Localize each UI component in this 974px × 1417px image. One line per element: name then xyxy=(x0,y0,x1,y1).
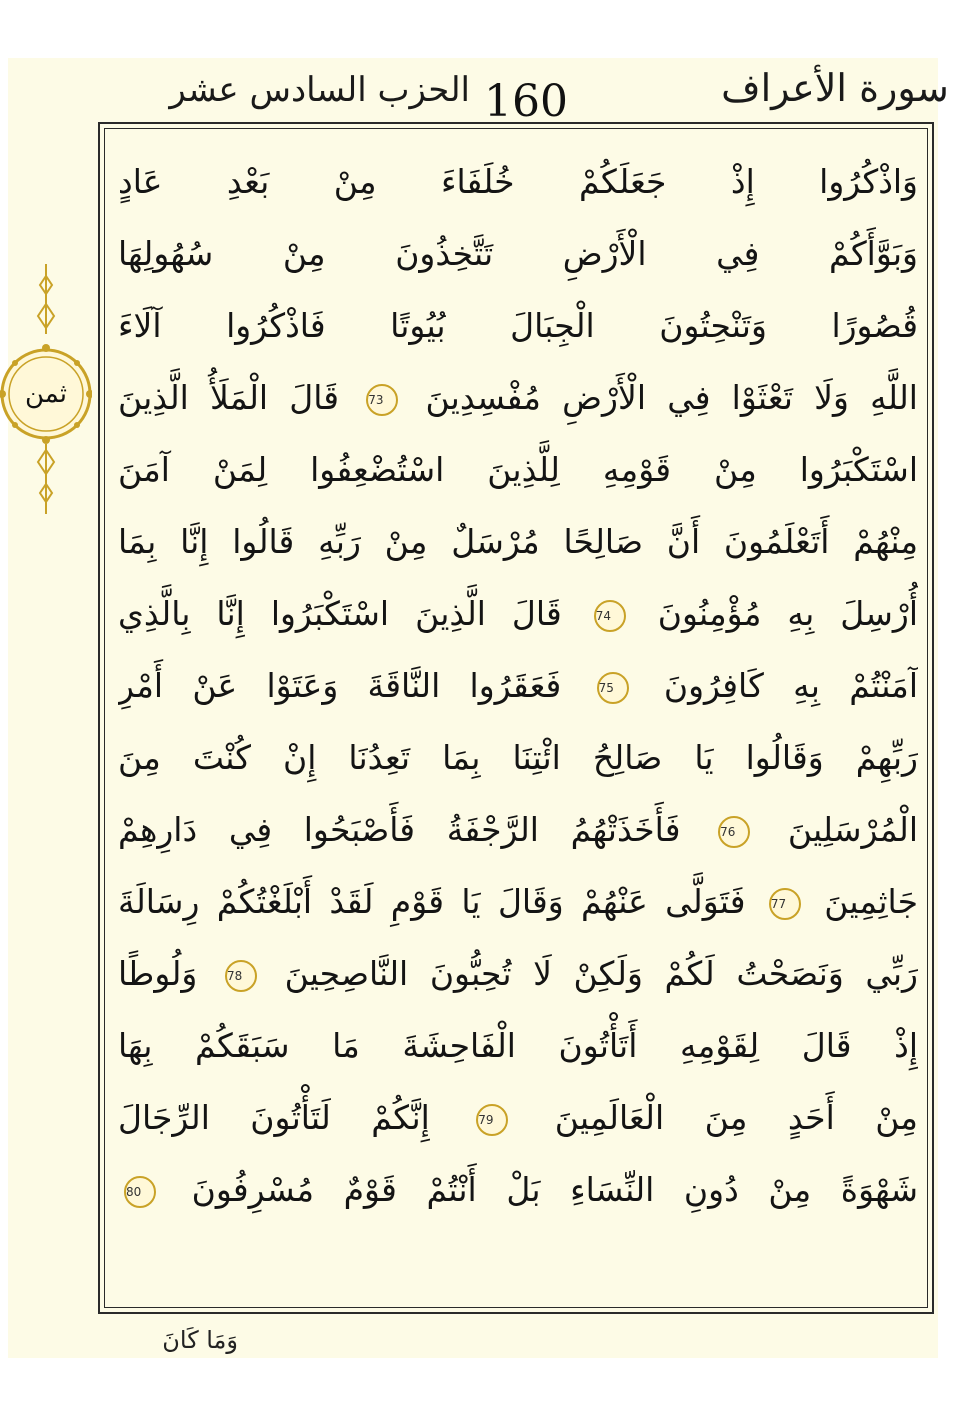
text-line-4-b: قَالَ الْمَلَأُ الَّذِينَ xyxy=(118,378,340,417)
text-line-11-b: فَتَوَلَّى عَنْهُمْ وَقَالَ يَا قَوْمِ لَقَدْ أَبْلَغْتُكُمْ رِسَالَةَ xyxy=(118,882,746,921)
text-line-2: وَبَوَّأَكُمْ فِي الْأَرْضِ تَتَّخِذُونَ مِنْ سُهُولِهَا xyxy=(118,234,918,273)
quran-text xyxy=(118,146,918,1296)
text-line-12 xyxy=(118,938,918,1010)
text-line-11-a: جَاثِمِينَ xyxy=(824,882,918,921)
ayah-number-79: 79 xyxy=(476,1104,508,1136)
thumn-marker xyxy=(0,264,92,514)
text-line-14-a: مِنْ أَحَدٍ مِنَ الْعَالَمِينَ xyxy=(554,1098,918,1137)
ayah-number-74: 74 xyxy=(594,600,626,632)
text-line-9: رَبِّهِمْ وَقَالُوا يَا صَالِحُ ائْتِنَا بِمَا تَعِدُنَا إِنْ كُنْتَ مِنَ xyxy=(118,738,918,777)
page-number: 160 xyxy=(484,76,568,127)
ayah-number-80: 80 xyxy=(124,1176,156,1208)
text-line-4 xyxy=(118,362,918,434)
ayah-number-78: 78 xyxy=(225,960,257,992)
ayah-number-77: 77 xyxy=(769,888,801,920)
catchword: وَمَا كَانَ xyxy=(162,1326,238,1354)
text-line-7-b: قَالَ الَّذِينَ اسْتَكْبَرُوا إِنَّا بِالَّذِي xyxy=(118,594,562,633)
thumn-label: ثمن xyxy=(24,379,68,409)
text-line-3: قُصُورًا وَتَنْحِتُونَ الْجِبَالَ بُيُوتًا فَاذْكُرُوا آلَاءَ xyxy=(118,306,918,345)
ayah-number-76: 76 xyxy=(718,816,750,848)
surah-title: سورة الأعراف xyxy=(721,66,949,110)
text-line-7-a: أُرْسِلَ بِهِ مُؤْمِنُونَ xyxy=(657,594,918,633)
text-line-15 xyxy=(118,1154,918,1226)
text-line-8-b: فَعَقَرُوا النَّاقَةَ وَعَتَوْا عَنْ أَمْرِ xyxy=(118,666,562,705)
text-line-1: وَاذْكُرُوا إِذْ جَعَلَكُمْ خُلَفَاءَ مِنْ بَعْدِ عَادٍ xyxy=(118,162,918,201)
text-line-12-a: رَبِّي وَنَصَحْتُ لَكُمْ وَلَكِنْ لَا تُحِبُّونَ النَّاصِحِينَ xyxy=(284,954,918,993)
text-line-10-b: فَأَخَذَتْهُمُ الرَّجْفَةُ فَأَصْبَحُوا فِي دَارِهِمْ xyxy=(118,810,681,849)
text-line-14 xyxy=(118,1082,918,1154)
text-line-7 xyxy=(118,578,918,650)
text-line-6: مِنْهُمْ أَتَعْلَمُونَ أَنَّ صَالِحًا مُرْسَلٌ مِنْ رَبِّهِ قَالُوا إِنَّا بِمَا xyxy=(118,522,918,561)
ayah-number-73: 73 xyxy=(366,384,398,416)
text-line-5: اسْتَكْبَرُوا مِنْ قَوْمِهِ لِلَّذِينَ اسْتُضْعِفُوا لِمَنْ آمَنَ xyxy=(118,450,918,489)
text-line-15-a: شَهْوَةً مِنْ دُونِ النِّسَاءِ بَلْ أَنْتُمْ قَوْمٌ مُسْرِفُونَ xyxy=(191,1170,918,1209)
text-line-14-b: إِنَّكُمْ لَتَأْتُونَ الرِّجَالَ xyxy=(118,1098,430,1137)
text-line-12-b: وَلُوطًا xyxy=(118,954,198,993)
ayah-number-75: 75 xyxy=(597,672,629,704)
hizb-title: الحزب السادس عشر xyxy=(169,70,470,110)
text-line-8-a: آمَنْتُمْ بِهِ كَافِرُونَ xyxy=(663,666,918,705)
text-line-4-a: اللَّهِ وَلَا تَعْثَوْا فِي الْأَرْضِ مُفْسِدِينَ xyxy=(425,378,918,417)
text-line-10-a: الْمُرْسَلِينَ xyxy=(787,810,918,849)
page-header xyxy=(100,60,949,127)
text-line-11 xyxy=(118,866,918,938)
text-line-10 xyxy=(118,794,918,866)
text-line-13: إِذْ قَالَ لِقَوْمِهِ أَتَأْتُونَ الْفَاحِشَةَ مَا سَبَقَكُمْ بِهَا xyxy=(118,1026,918,1065)
text-line-8 xyxy=(118,650,918,722)
